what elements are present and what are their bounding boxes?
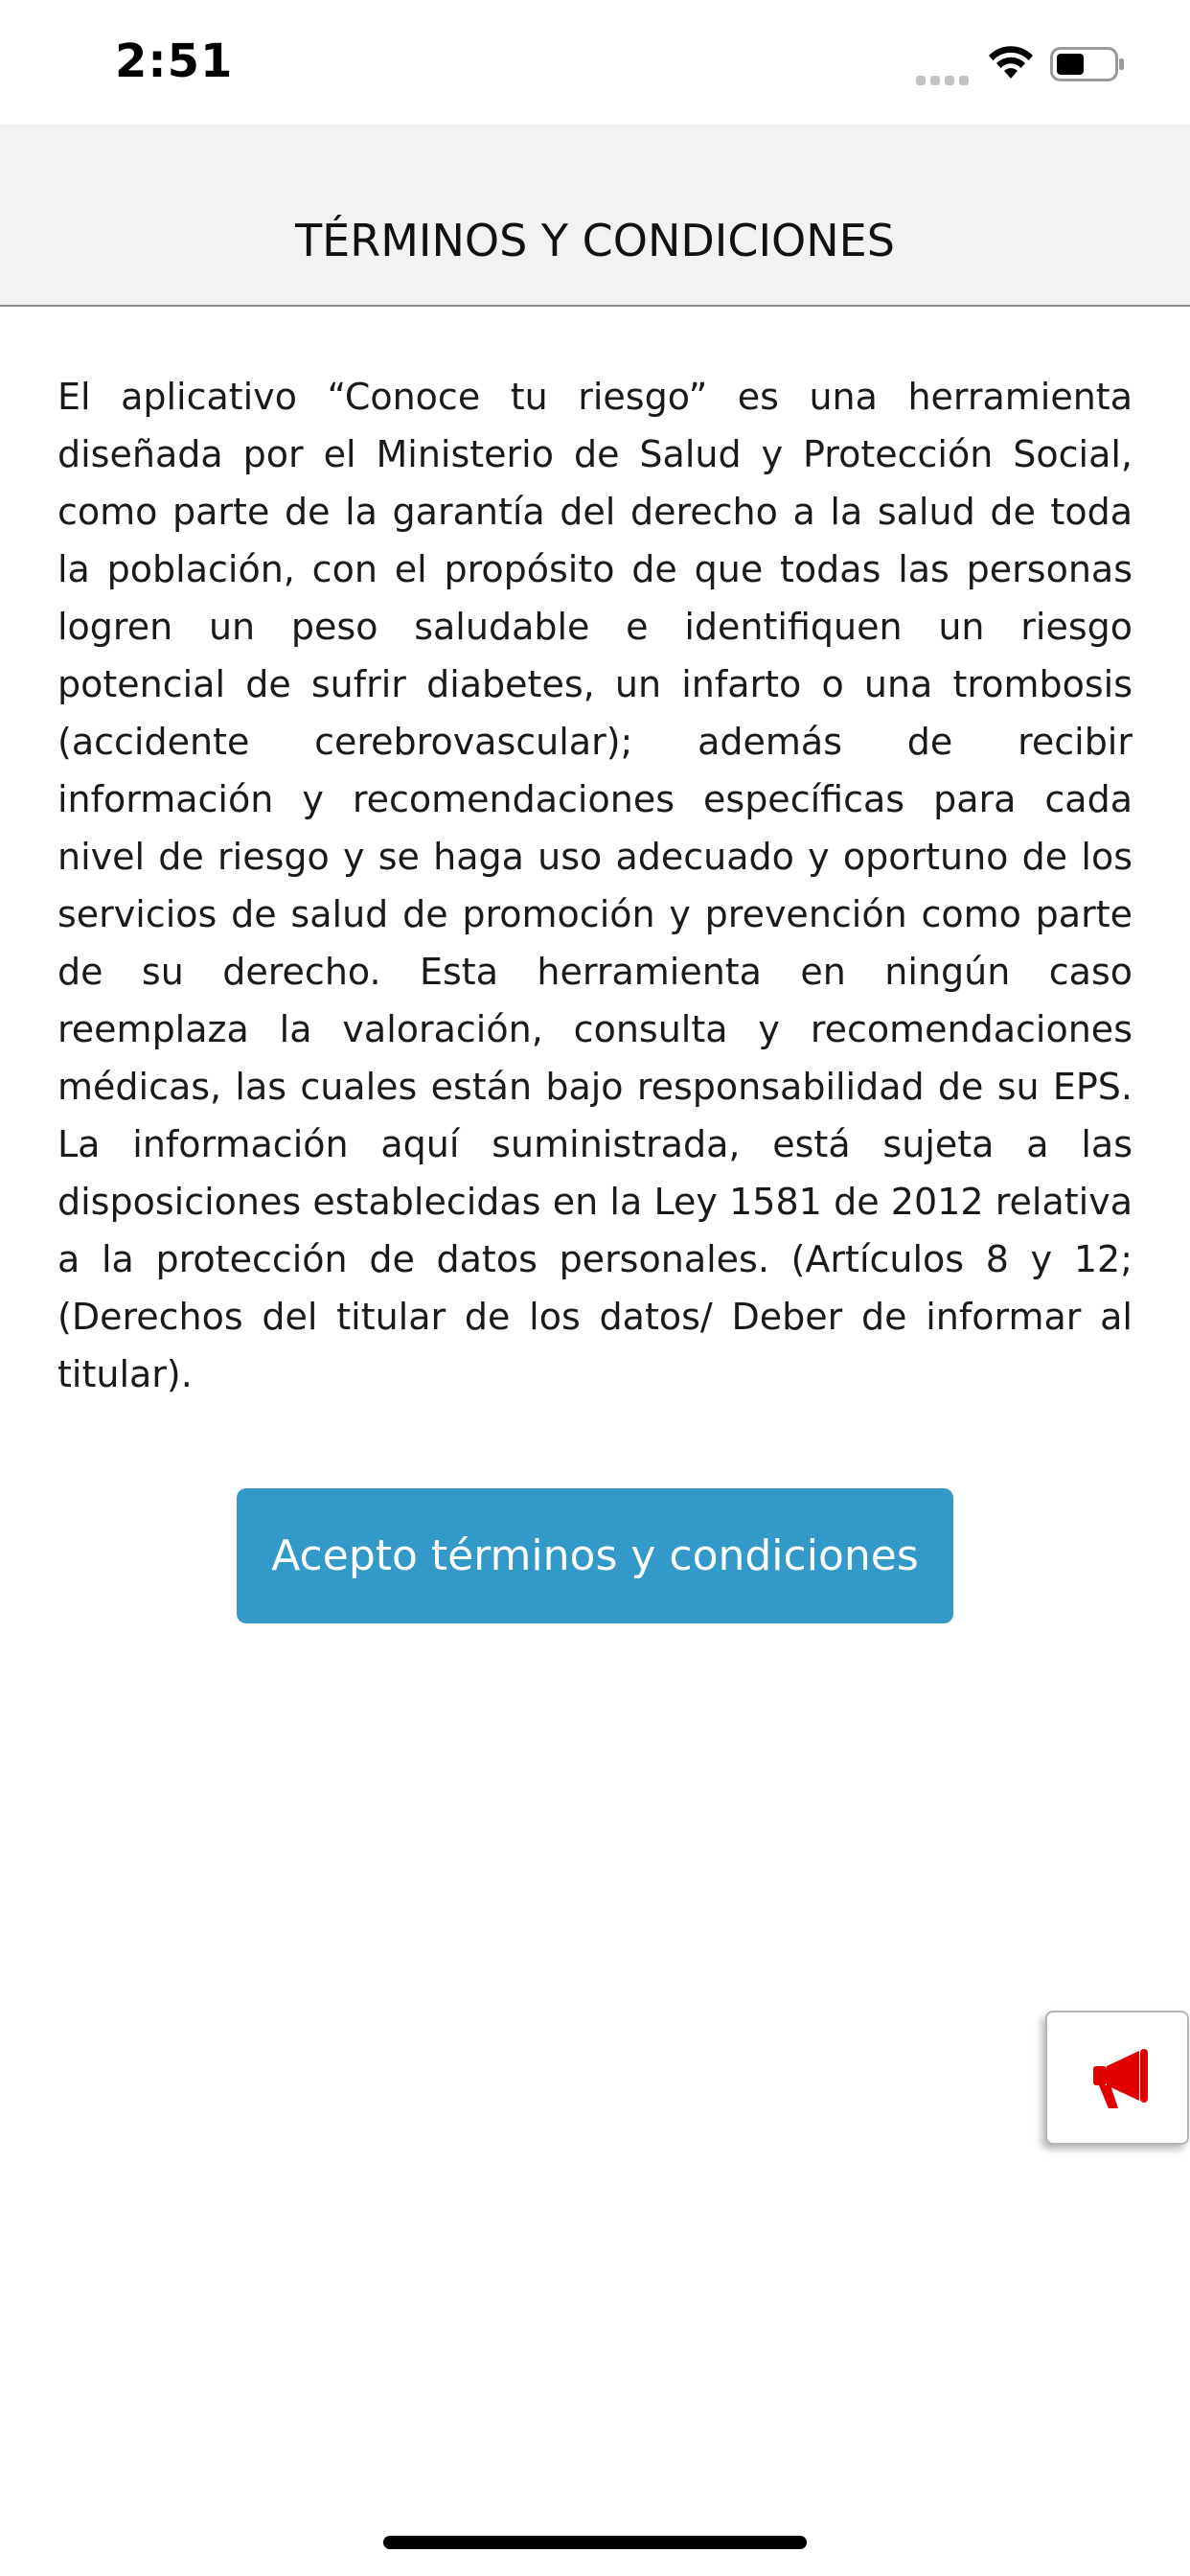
- signal-dots-icon: [916, 71, 973, 80]
- battery-icon: [1050, 47, 1125, 81]
- page-title: TÉRMINOS Y CONDICIONES: [295, 215, 895, 266]
- accept-terms-button[interactable]: Acepto términos y condiciones: [237, 1488, 953, 1623]
- megaphone-icon: [1089, 2045, 1153, 2112]
- feedback-button[interactable]: [1045, 2011, 1189, 2145]
- home-indicator[interactable]: [383, 2536, 807, 2549]
- terms-text: El aplicativo “Conoce tu riesgo” es una herramienta diseñada por el Ministerio de Salud y Protección Social, como parte de la garantía del derecho a la salud de toda la población, con el propósito de que todas las personas logren un peso saludable e identifiquen un riesgo potencial de sufrir diabetes, un infarto o una trombosis (accidente cerebrovascular); además de recibir información y recomendaciones específicas para cada nivel de riesgo y se haga uso adecuado y oportuno de los servicios de salud de promoción y prevención como parte de su derecho. Esta herramienta en ningún caso reemplaza la valoración, consulta y recomendaciones médicas, las cuales están bajo responsabilidad de su EPS. La información aquí suministrada, está sujeta a las disposiciones establecidas en la Ley 1581 de 2012 relativa a la protección de datos personales. (Artículos 8 y 12; (Derechos del titular de los datos/ Deber de informar al titular).: [57, 376, 1133, 1395]
- wifi-icon: [987, 44, 1035, 82]
- nav-header: [0, 125, 1190, 307]
- status-time: 2:51: [115, 34, 234, 88]
- status-bar: [0, 0, 1190, 125]
